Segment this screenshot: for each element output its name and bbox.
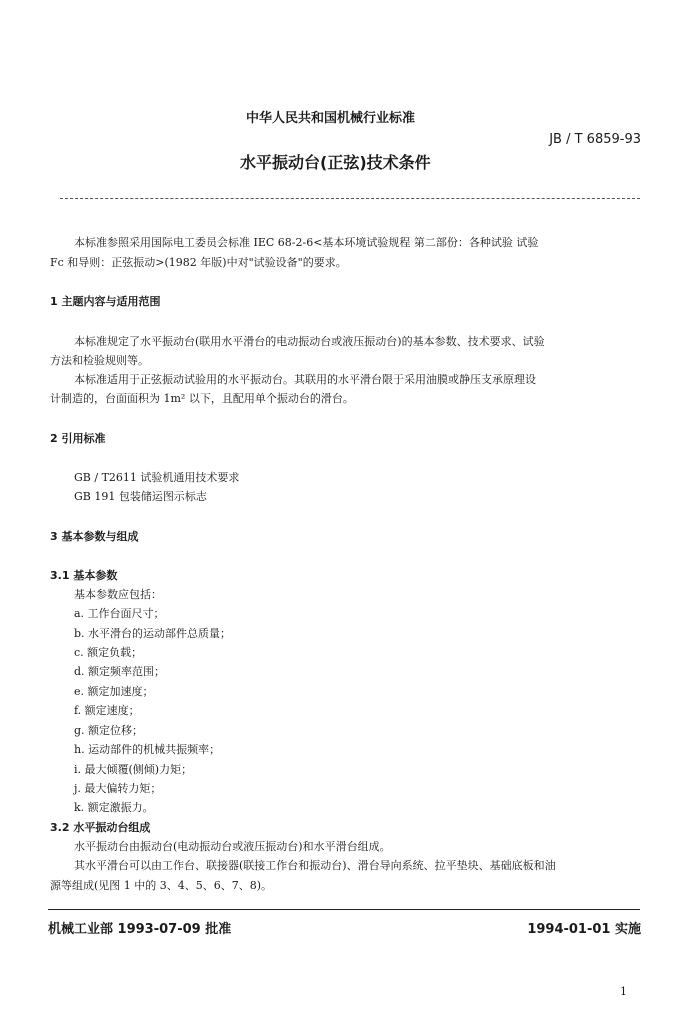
list-item: a. 工作台面尺寸； — [74, 607, 165, 620]
list-item: c. 额定负载； — [74, 646, 143, 659]
intro-line-2: Fc 和导则：正弦振动>(1982 年版)中对"试验设备"的要求。 — [50, 256, 347, 269]
section-2-heading: 2 引用标准 — [50, 432, 106, 445]
standard-number: JB / T 6859-93 — [549, 132, 641, 147]
page-number: 1 — [620, 985, 627, 998]
list-item: h. 运动部件的机械共振频率； — [74, 743, 221, 756]
list-item: b. 水平滑台的运动部件总质量； — [74, 627, 232, 640]
list-item: i. 最大倾覆(侧倾)力矩； — [74, 763, 193, 776]
org-title: 中华人民共和国机械行业标准 — [246, 111, 416, 126]
section-3-2-line-1: 水平振动台由振动台(电动振动台或液压振动台)和水平滑台组成。 — [74, 840, 391, 853]
footer-rule — [48, 909, 640, 910]
approval-date: 机械工业部 1993-07-09 批准 — [48, 922, 232, 937]
reference-1: GB / T2611 试验机通用技术要求 — [74, 471, 240, 484]
list-item: k. 额定激振力。 — [74, 801, 154, 814]
section-1-heading: 1 主题内容与适用范围 — [50, 295, 161, 308]
list-item: g. 额定位移； — [74, 724, 144, 737]
intro-line-1: 本标准参照采用国际电工委员会标准 IEC 68-2-6<基本环境试验规程 第二部份：各种试验 试验 — [74, 236, 539, 249]
header-rule — [60, 198, 640, 199]
effective-date: 1994-01-01 实施 — [527, 922, 641, 937]
section-1-para-1-line-1: 本标准规定了水平振动台(联用水平滑台的电动振动台或液压振动台)的基本参数、技术要求、试验 — [74, 335, 545, 348]
list-item: j. 最大偏转力矩； — [74, 782, 162, 795]
list-item: f. 额定速度； — [74, 704, 140, 717]
reference-2: GB 191 包装储运图示标志 — [74, 490, 207, 503]
section-1-para-2-line-1: 本标准适用于正弦振动试验用的水平振动台。其联用的水平滑台限于采用油膜或静压支承原理设 — [74, 373, 536, 386]
section-3-1-heading: 3.1 基本参数 — [50, 569, 118, 582]
section-3-1-intro: 基本参数应包括： — [74, 588, 162, 601]
section-3-2-line-2: 其水平滑台可以由工作台、联接器(联接工作台和振动台)、滑台导向系统、拉平垫块、基础底板和油 — [74, 859, 556, 872]
section-3-heading: 3 基本参数与组成 — [50, 530, 139, 543]
section-3-2-heading: 3.2 水平振动台组成 — [50, 821, 151, 834]
list-item: d. 额定频率范围； — [74, 665, 166, 678]
section-1-para-2-line-2: 计制造的，台面面积为 1m² 以下，且配用单个振动台的滑台。 — [50, 392, 354, 405]
section-3-2-line-3: 源等组成(见图 1 中的 3、4、5、6、7、8)。 — [50, 879, 273, 892]
section-1-para-1-line-2: 方法和检验规则等。 — [50, 354, 149, 367]
list-item: e. 额定加速度； — [74, 685, 154, 698]
document-title: 水平振动台(正弦)技术条件 — [240, 153, 431, 172]
